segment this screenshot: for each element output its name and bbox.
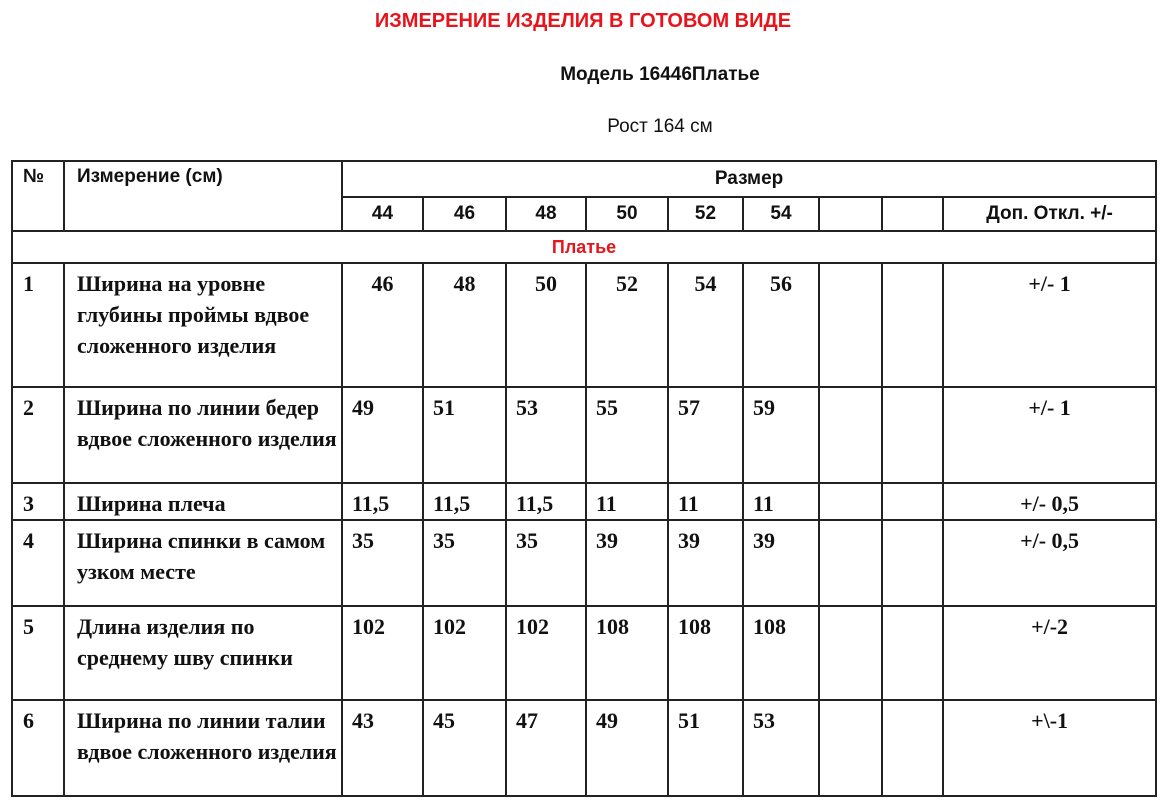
row-value: 102: [423, 606, 506, 700]
row-label: Длина изделия по среднему шву спинки: [64, 606, 342, 700]
header-row: [12, 161, 1156, 197]
row-tolerance: +/- 1: [943, 263, 1156, 387]
row-value: 51: [668, 700, 743, 796]
size-44: 44: [342, 197, 423, 231]
row-value: 52: [586, 263, 668, 387]
row-value: 46: [342, 263, 423, 387]
row-value: 35: [342, 520, 423, 606]
row-number: 2: [12, 387, 64, 483]
header-number: №: [12, 161, 64, 231]
row-number: 6: [12, 700, 64, 796]
size-46: 46: [423, 197, 506, 231]
row-value: 53: [506, 387, 586, 483]
row-value: 39: [668, 520, 743, 606]
row-value: 48: [423, 263, 506, 387]
empty-cell: [882, 606, 943, 700]
row-tolerance: +/- 1: [943, 387, 1156, 483]
row-value: 39: [743, 520, 819, 606]
row-value: 11,5: [423, 483, 506, 520]
row-value: 56: [743, 263, 819, 387]
row-value: 102: [506, 606, 586, 700]
row-value: 11: [668, 483, 743, 520]
row-tolerance: +/-2: [943, 606, 1156, 700]
measurement-table: [11, 160, 1157, 797]
empty-size-cell: [882, 197, 943, 231]
row-number: 1: [12, 263, 64, 387]
empty-cell: [882, 263, 943, 387]
row-value: 51: [423, 387, 506, 483]
document-title: ИЗМЕРЕНИЕ ИЗДЕЛИЯ В ГОТОВОМ ВИДЕ: [374, 10, 792, 32]
height-label: Рост 164 см: [607, 116, 713, 137]
row-value: 43: [342, 700, 423, 796]
row-value: 49: [586, 700, 668, 796]
row-value: 57: [668, 387, 743, 483]
section-label: Платье: [12, 231, 1156, 263]
table-row: [12, 700, 1156, 796]
row-label: Ширина по линии талии вдвое сложенного изделия: [64, 700, 342, 796]
empty-cell: [819, 483, 882, 520]
header-measurement: Измерение (см): [64, 161, 342, 231]
empty-cell: [882, 520, 943, 606]
row-value: 50: [506, 263, 586, 387]
row-label: Ширина по линии бедер вдвое сложенного изделия: [64, 387, 342, 483]
row-number: 3: [12, 483, 64, 520]
table-row: [12, 520, 1156, 606]
size-48: 48: [506, 197, 586, 231]
row-value: 108: [586, 606, 668, 700]
row-tolerance: +/- 0,5: [943, 483, 1156, 520]
row-value: 55: [586, 387, 668, 483]
row-tolerance: +\-1: [943, 700, 1156, 796]
row-label: Ширина спинки в самом узком месте: [64, 520, 342, 606]
row-value: 47: [506, 700, 586, 796]
size-50: 50: [586, 197, 668, 231]
row-value: 45: [423, 700, 506, 796]
header-tolerance: Доп. Откл. +/-: [943, 197, 1156, 231]
model-label: Модель 16446Платье: [560, 64, 760, 85]
row-value: 53: [743, 700, 819, 796]
empty-cell: [819, 263, 882, 387]
row-value: 11: [586, 483, 668, 520]
empty-cell: [882, 387, 943, 483]
row-value: 39: [586, 520, 668, 606]
size-52: 52: [668, 197, 743, 231]
empty-cell: [819, 606, 882, 700]
row-value: 11,5: [506, 483, 586, 520]
table-row: [12, 483, 1156, 520]
table-row: [12, 606, 1156, 700]
empty-cell: [819, 700, 882, 796]
row-value: 11: [743, 483, 819, 520]
row-number: 5: [12, 606, 64, 700]
row-value: 59: [743, 387, 819, 483]
row-number: 4: [12, 520, 64, 606]
row-value: 49: [342, 387, 423, 483]
empty-cell: [882, 483, 943, 520]
empty-cell: [882, 700, 943, 796]
size-54: 54: [743, 197, 819, 231]
empty-cell: [819, 387, 882, 483]
row-value: 35: [506, 520, 586, 606]
row-value: 54: [668, 263, 743, 387]
row-value: 35: [423, 520, 506, 606]
table-row: [12, 263, 1156, 387]
empty-size-cell: [819, 197, 882, 231]
table-row: [12, 387, 1156, 483]
empty-cell: [819, 520, 882, 606]
row-value: 11,5: [342, 483, 423, 520]
row-label: Ширина плеча: [64, 483, 342, 520]
row-tolerance: +/- 0,5: [943, 520, 1156, 606]
row-value: 102: [342, 606, 423, 700]
header-size: Размер: [342, 161, 1156, 197]
section-row: [12, 231, 1156, 263]
row-label: Ширина на уровне глубины проймы вдвое сложенного изделия: [64, 263, 342, 387]
row-value: 108: [668, 606, 743, 700]
row-value: 108: [743, 606, 819, 700]
